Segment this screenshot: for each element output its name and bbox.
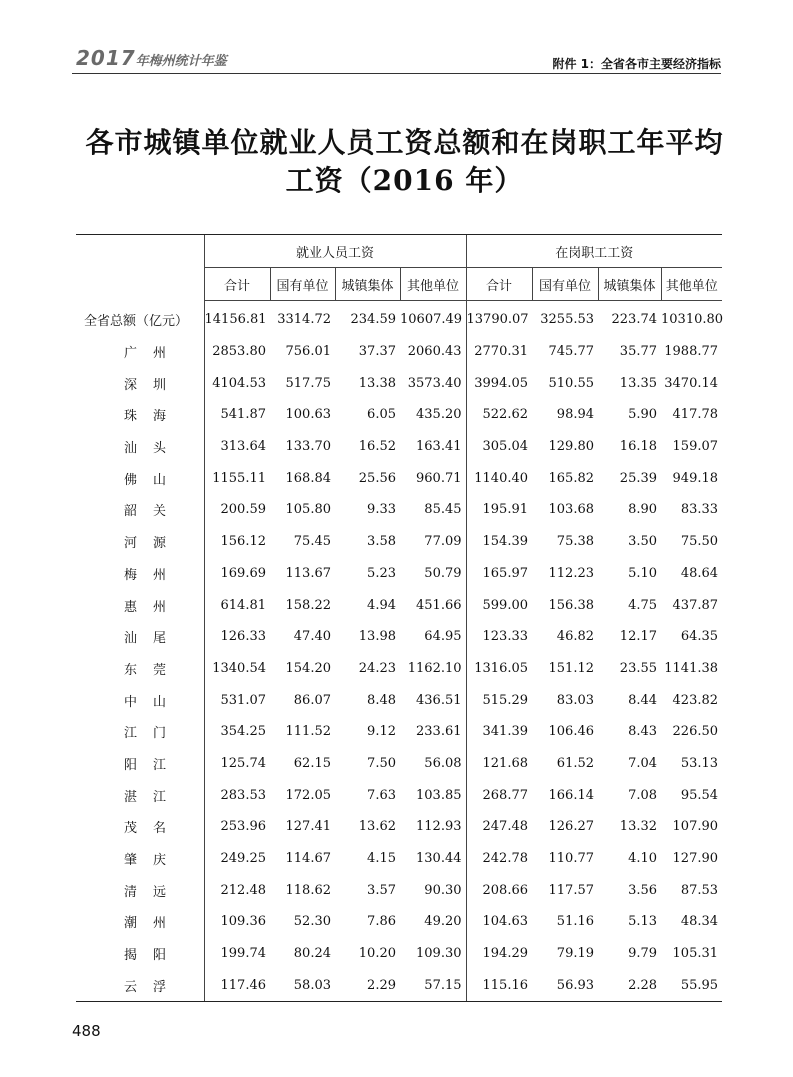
data-cell: 56.93 — [532, 969, 598, 1001]
row-name — [76, 367, 204, 399]
data-cell: 10.20 — [358, 946, 396, 962]
data-cell: 125.74 — [204, 748, 270, 780]
data-cell: 522.62 — [466, 399, 532, 431]
row-name — [76, 336, 204, 368]
row-name — [76, 431, 204, 463]
data-cell: 2060.43 — [407, 344, 462, 360]
data-cell: 212.48 — [204, 874, 270, 906]
row-name-text: 广州 — [124, 346, 166, 362]
data-cell: 949.18 — [672, 470, 719, 486]
page-number: 488 — [72, 1022, 101, 1040]
data-cell: 129.80 — [548, 439, 595, 455]
data-cell: 3994.05 — [466, 367, 532, 399]
data-cell: 75.50 — [680, 534, 719, 550]
data-cell: 47.40 — [293, 629, 331, 645]
data-cell: 25.39 — [619, 470, 658, 486]
data-cell: 199.74 — [204, 938, 270, 970]
section-label: 附件 1：全省各市主要经济指标 — [552, 57, 721, 71]
data-cell: 1141.38 — [664, 660, 719, 676]
data-cell: 960.71 — [416, 470, 462, 486]
data-cell: 305.04 — [466, 431, 532, 463]
data-cell: 48.64 — [680, 565, 719, 581]
group-header-onpost: 在岗职工工资 — [466, 235, 722, 268]
row-name — [76, 779, 204, 811]
data-cell: 283.53 — [204, 779, 270, 811]
data-cell: 75.45 — [293, 534, 331, 550]
data-cell: 3573.40 — [407, 375, 462, 391]
data-cell: 105.80 — [285, 502, 331, 518]
data-cell: 12.17 — [619, 629, 658, 645]
table-row — [76, 462, 722, 494]
data-cell: 85.45 — [424, 502, 462, 518]
data-cell: 109.30 — [416, 946, 462, 962]
row-name — [76, 621, 204, 653]
table-row — [76, 843, 722, 875]
data-cell: 56.08 — [424, 755, 462, 771]
data-cell: 1340.54 — [204, 653, 270, 685]
data-cell: 159.07 — [672, 439, 719, 455]
data-cell: 62.15 — [293, 755, 331, 771]
data-cell: 2.29 — [335, 969, 400, 1001]
data-cell: 83.33 — [680, 502, 719, 518]
data-cell: 1162.10 — [407, 660, 462, 676]
data-cell: 83.03 — [556, 692, 595, 708]
row-name-text: 江门 — [124, 726, 166, 742]
data-cell: 3255.53 — [540, 312, 595, 328]
data-cell: 107.90 — [672, 819, 719, 835]
data-cell: 7.08 — [628, 787, 658, 803]
data-cell: 242.78 — [466, 843, 532, 875]
yearbook-header — [76, 46, 227, 70]
data-cell: 3.56 — [628, 882, 658, 898]
data-cell: 437.87 — [672, 597, 719, 613]
data-cell: 3314.72 — [277, 312, 331, 328]
column-header: 国有单位 — [270, 268, 335, 301]
data-cell: 195.91 — [466, 494, 532, 526]
data-cell: 64.95 — [424, 629, 462, 645]
row-name — [76, 843, 204, 875]
row-name — [76, 653, 204, 685]
data-cell: 109.36 — [204, 906, 270, 938]
data-cell: 25.56 — [358, 470, 396, 486]
data-cell: 158.22 — [285, 597, 331, 613]
data-cell: 77.09 — [424, 534, 462, 550]
data-cell: 423.82 — [672, 692, 719, 708]
table-row — [76, 367, 722, 399]
table-row — [76, 938, 722, 970]
column-header: 合计 — [466, 268, 532, 301]
data-cell: 1155.11 — [204, 462, 270, 494]
data-cell: 8.44 — [628, 692, 658, 708]
row-name-text: 云浮 — [124, 979, 166, 995]
title-line-2: 工资（2016 年） — [285, 164, 524, 197]
data-cell: 49.20 — [424, 914, 462, 930]
data-cell: 98.94 — [556, 407, 595, 423]
group-header-employed: 就业人员工资 — [204, 235, 466, 268]
row-name — [76, 969, 204, 1001]
row-name — [76, 526, 204, 558]
data-cell: 48.34 — [680, 914, 719, 930]
data-cell: 130.44 — [416, 851, 462, 867]
data-cell: 154.20 — [285, 660, 331, 676]
data-cell: 23.55 — [619, 660, 658, 676]
data-cell: 515.29 — [466, 684, 532, 716]
data-cell: 9.33 — [367, 502, 396, 518]
row-name-text: 汕尾 — [124, 631, 166, 647]
column-header: 其他单位 — [400, 268, 466, 301]
column-header: 城镇集体 — [598, 268, 661, 301]
data-cell: 90.30 — [424, 882, 462, 898]
row-name — [76, 684, 204, 716]
row-name-text: 韶关 — [124, 504, 166, 520]
row-name — [76, 811, 204, 843]
table-row — [76, 558, 722, 590]
row-name-text: 东莞 — [124, 662, 166, 678]
data-cell: 208.66 — [466, 874, 532, 906]
data-cell: 121.68 — [466, 748, 532, 780]
data-cell: 2.28 — [598, 969, 661, 1001]
data-cell: 5.90 — [628, 407, 658, 423]
column-header: 国有单位 — [532, 268, 598, 301]
data-cell: 13.38 — [358, 375, 396, 391]
data-cell: 114.67 — [285, 851, 331, 867]
data-cell: 8.48 — [367, 692, 396, 708]
data-cell: 8.90 — [628, 502, 658, 518]
table-row — [76, 589, 722, 621]
data-cell: 110.77 — [548, 851, 595, 867]
data-cell: 417.78 — [672, 407, 719, 423]
data-cell: 614.81 — [204, 589, 270, 621]
data-cell: 7.86 — [367, 914, 396, 930]
corner-cell — [76, 235, 204, 301]
row-name — [76, 906, 204, 938]
data-cell: 14156.81 — [204, 301, 270, 336]
data-cell: 103.85 — [416, 787, 462, 803]
data-cell: 165.97 — [466, 558, 532, 590]
table-row — [76, 431, 722, 463]
data-cell: 4.94 — [367, 597, 396, 613]
table-row — [76, 684, 722, 716]
table-body — [76, 301, 722, 1002]
data-cell: 8.43 — [628, 724, 658, 740]
data-cell: 126.33 — [204, 621, 270, 653]
data-cell: 112.93 — [416, 819, 462, 835]
data-cell: 10310.80 — [661, 312, 724, 328]
data-cell: 313.64 — [204, 431, 270, 463]
data-cell: 354.25 — [204, 716, 270, 748]
data-cell: 154.39 — [466, 526, 532, 558]
data-cell: 200.59 — [204, 494, 270, 526]
data-cell: 3470.14 — [664, 375, 719, 391]
row-name — [76, 938, 204, 970]
data-cell: 451.66 — [416, 597, 462, 613]
data-cell: 55.95 — [661, 969, 722, 1001]
data-cell: 95.54 — [680, 787, 719, 803]
row-name — [76, 494, 204, 526]
data-cell: 52.30 — [293, 914, 331, 930]
row-name — [76, 301, 204, 336]
data-cell: 3.57 — [367, 882, 396, 898]
table-row — [76, 399, 722, 431]
data-cell: 517.75 — [285, 375, 331, 391]
data-cell: 2770.31 — [466, 336, 532, 368]
data-cell: 1140.40 — [466, 462, 532, 494]
row-name-text: 汕头 — [124, 441, 166, 457]
data-cell: 7.63 — [367, 787, 396, 803]
data-cell: 4.75 — [628, 597, 658, 613]
data-cell: 24.23 — [358, 660, 396, 676]
data-cell: 50.79 — [424, 565, 462, 581]
data-cell: 249.25 — [204, 843, 270, 875]
row-name-text: 深圳 — [124, 377, 166, 393]
data-cell: 117.46 — [204, 969, 270, 1001]
yearbook-year: 2017 — [76, 46, 136, 70]
data-cell: 13.62 — [358, 819, 396, 835]
data-cell: 106.46 — [548, 724, 595, 740]
data-cell: 75.38 — [556, 534, 595, 550]
data-cell: 3.50 — [628, 534, 658, 550]
data-cell: 233.61 — [416, 724, 462, 740]
data-cell: 16.18 — [619, 439, 658, 455]
data-cell: 103.68 — [548, 502, 595, 518]
data-cell: 436.51 — [416, 692, 462, 708]
row-name-text: 茂名 — [124, 821, 166, 837]
table-row — [76, 621, 722, 653]
data-cell: 234.59 — [350, 312, 396, 328]
data-cell: 168.84 — [285, 470, 331, 486]
row-name-text: 中山 — [124, 694, 166, 710]
data-cell: 247.48 — [466, 811, 532, 843]
data-cell: 756.01 — [285, 344, 331, 360]
table-row — [76, 526, 722, 558]
row-name-text: 肇庆 — [124, 853, 166, 869]
row-name-text: 潮州 — [124, 916, 166, 932]
table-row — [76, 906, 722, 938]
data-cell: 86.07 — [293, 692, 331, 708]
data-cell: 16.52 — [358, 439, 396, 455]
data-cell: 113.67 — [285, 565, 331, 581]
data-cell: 10607.49 — [400, 312, 463, 328]
data-cell: 172.05 — [285, 787, 331, 803]
table-row — [76, 301, 722, 336]
data-cell: 64.35 — [680, 629, 719, 645]
data-cell: 510.55 — [548, 375, 595, 391]
data-cell: 9.12 — [367, 724, 396, 740]
data-cell: 6.05 — [367, 407, 396, 423]
data-cell: 127.90 — [672, 851, 719, 867]
data-cell: 115.16 — [466, 969, 532, 1001]
data-cell: 105.31 — [672, 946, 719, 962]
data-cell: 166.14 — [548, 787, 595, 803]
data-cell: 3.58 — [367, 534, 396, 550]
table-row — [76, 716, 722, 748]
row-name-text: 全省总额（亿元） — [84, 314, 189, 330]
row-name — [76, 558, 204, 590]
data-cell: 111.52 — [285, 724, 331, 740]
data-cell: 127.41 — [285, 819, 331, 835]
data-cell: 1316.05 — [466, 653, 532, 685]
data-cell: 53.13 — [680, 755, 719, 771]
table-row — [76, 874, 722, 906]
table-row — [76, 494, 722, 526]
data-cell: 156.12 — [204, 526, 270, 558]
wage-table — [76, 234, 722, 1002]
data-cell: 253.96 — [204, 811, 270, 843]
column-header: 其他单位 — [661, 268, 722, 301]
row-name — [76, 748, 204, 780]
data-cell: 226.50 — [672, 724, 719, 740]
data-cell: 599.00 — [466, 589, 532, 621]
data-cell: 7.50 — [367, 755, 396, 771]
data-cell: 13.35 — [619, 375, 658, 391]
data-cell: 117.57 — [548, 882, 595, 898]
data-cell: 151.12 — [548, 660, 595, 676]
data-cell: 745.77 — [548, 344, 595, 360]
row-name — [76, 589, 204, 621]
table-row — [76, 653, 722, 685]
data-cell: 13.32 — [619, 819, 658, 835]
data-cell: 341.39 — [466, 716, 532, 748]
row-name-text: 惠州 — [124, 599, 166, 615]
data-cell: 35.77 — [619, 344, 658, 360]
row-name-text: 梅州 — [124, 567, 166, 583]
data-cell: 13790.07 — [466, 301, 532, 336]
data-cell: 156.38 — [548, 597, 595, 613]
row-name-text: 清远 — [124, 884, 166, 900]
data-cell: 58.03 — [270, 969, 335, 1001]
row-name-text: 河源 — [124, 536, 166, 552]
data-cell: 7.04 — [628, 755, 658, 771]
data-cell: 165.82 — [548, 470, 595, 486]
yearbook-name: 年梅州统计年鉴 — [135, 54, 227, 69]
data-cell: 112.23 — [548, 565, 595, 581]
data-cell: 5.10 — [628, 565, 658, 581]
table-row — [76, 336, 722, 368]
data-cell: 435.20 — [416, 407, 462, 423]
data-cell: 104.63 — [466, 906, 532, 938]
data-cell: 87.53 — [680, 882, 719, 898]
data-cell: 37.37 — [358, 344, 396, 360]
data-cell: 4.15 — [367, 851, 396, 867]
data-cell: 13.98 — [358, 629, 396, 645]
data-cell: 194.29 — [466, 938, 532, 970]
data-cell: 541.87 — [204, 399, 270, 431]
row-name — [76, 874, 204, 906]
data-cell: 163.41 — [416, 439, 462, 455]
data-cell: 1988.77 — [664, 344, 719, 360]
data-cell: 46.82 — [556, 629, 595, 645]
column-header: 城镇集体 — [335, 268, 400, 301]
data-cell: 118.62 — [285, 882, 331, 898]
data-cell: 2853.80 — [204, 336, 270, 368]
row-name — [76, 716, 204, 748]
page-title — [76, 124, 733, 200]
row-name-text: 湛江 — [124, 789, 166, 805]
table-row — [76, 969, 722, 1001]
data-cell: 51.16 — [556, 914, 595, 930]
data-cell: 5.13 — [628, 914, 658, 930]
table-row — [76, 811, 722, 843]
data-cell: 57.15 — [400, 969, 466, 1001]
data-cell: 4.10 — [628, 851, 658, 867]
data-cell: 100.63 — [285, 407, 331, 423]
data-cell: 61.52 — [556, 755, 595, 771]
data-cell: 80.24 — [293, 946, 331, 962]
data-cell: 268.77 — [466, 779, 532, 811]
row-name-text: 佛山 — [124, 472, 166, 488]
row-name — [76, 462, 204, 494]
title-line-1: 各市城镇单位就业人员工资总额和在岗职工年平均 — [85, 126, 724, 159]
data-cell: 133.70 — [285, 439, 331, 455]
data-cell: 9.79 — [628, 946, 658, 962]
table-row — [76, 748, 722, 780]
data-cell: 223.74 — [611, 312, 658, 328]
data-cell: 531.07 — [204, 684, 270, 716]
data-cell: 169.69 — [204, 558, 270, 590]
column-header: 合计 — [204, 268, 270, 301]
data-cell: 123.33 — [466, 621, 532, 653]
data-cell: 79.19 — [556, 946, 595, 962]
header-rule — [72, 73, 721, 74]
row-name-text: 阳江 — [124, 757, 166, 773]
row-name — [76, 399, 204, 431]
data-cell: 5.23 — [367, 565, 396, 581]
row-name-text: 珠海 — [124, 409, 166, 425]
table-row — [76, 779, 722, 811]
data-cell: 126.27 — [548, 819, 595, 835]
data-cell: 4104.53 — [204, 367, 270, 399]
row-name-text: 揭阳 — [124, 948, 166, 964]
